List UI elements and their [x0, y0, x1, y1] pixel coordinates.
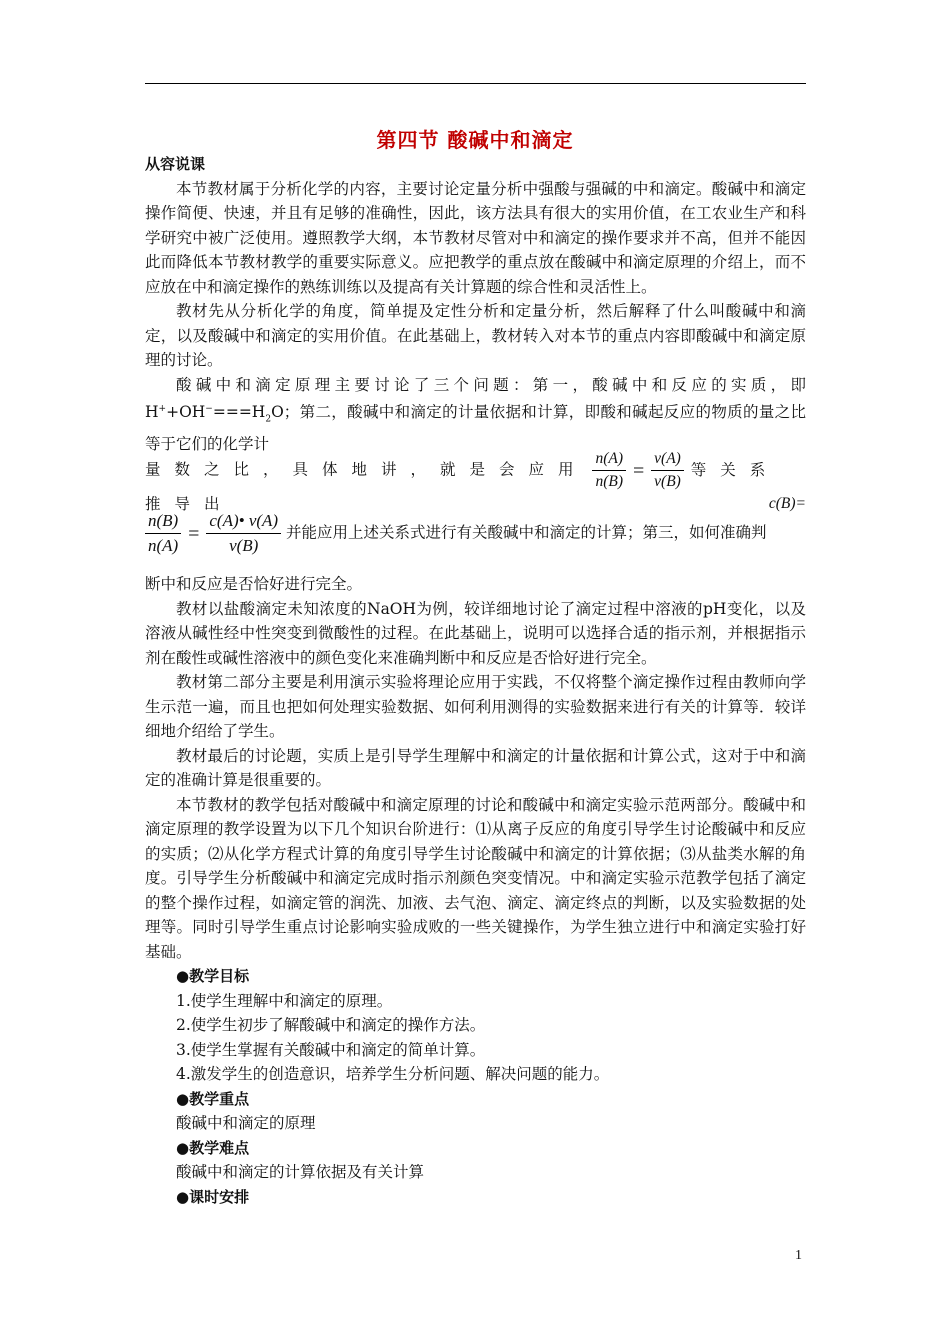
intro-section: [145, 152, 806, 456]
schedule-heading: ●课时安排: [176, 1187, 250, 1206]
paragraph-6: 教材最后的讨论题，实质上是引导学生理解中和滴定的计量依据和计算公式，这对于中和滴定的准确计算是很重要的。: [145, 746, 806, 789]
paragraph-3-line-1: 酸碱中和滴定原理主要讨论了三个问题：第一，酸碱中和反应的实质，即$H^++OH^-===H_2O$；第二，酸碱中和滴定的计量依据和计算，即酸和碱起反应的物质的量之比等于它们的化学计: [145, 375, 806, 453]
paragraph-2: 教材先从分析化学的角度，简单提及定性分析和定量分析，然后解释了什么叫酸碱中和滴定，以及酸碱中和滴定的实用价值。在此基础上，教材转入对本节的重点内容即酸碱中和滴定原理的讨论。: [145, 302, 806, 369]
paragraph-4: 教材以盐酸滴定未知浓度的NaOH为例，较详细地讨论了滴定过程中溶液的pH变化，以及溶液从碱性经中性突变到微酸性的过程。在此基础上，说明可以选择合适的指示剂，并根据指示剂在酸性或碱性溶液中的颜色变化来准确判断中和反应是否恰好进行完全。: [145, 599, 806, 667]
paragraph-3-end: 断中和反应是否恰好进行完全。: [145, 575, 363, 593]
difficulty-text: 酸碱中和滴定的计算依据及有关计算: [176, 1163, 425, 1181]
goal-item: 3.使学生掌握有关酸碱中和滴定的简单计算。: [176, 1040, 486, 1059]
formula-mid-text: 等关系推导出: [145, 460, 780, 513]
paragraph-1: 本节教材属于分析化学的内容，主要讨论定量分析中强酸与强碱的中和滴定。酸碱中和滴定操作简便、快速，并且有足够的准确性，因此，该方法具有很大的实用价值，在工农业生产和科学研究中被广泛使用。遵照教学大纲，本节教材尽管对中和滴定的操作要求并不高，但并不能因此而降低本节教材教学的重要实际意义。应把教学的重点放在酸碱中和滴定原理的介绍上，而不应放在中和滴定操作的熟练训练以及提高有关计算题的综合性和灵活性上。: [145, 179, 806, 296]
goals-heading: ●教学目标: [176, 967, 250, 985]
formula-line-2: [145, 509, 806, 558]
formula-line-1: [145, 448, 806, 515]
page-number: 1: [795, 1248, 802, 1263]
header-rule: [145, 83, 806, 84]
key-heading: ●教学重点: [176, 1089, 250, 1108]
fraction-cA-vA-vB: $\frac{c(A)• v(A)}{v(B)}$: [206, 509, 281, 558]
goal-item: 4.激发学生的创造意识，培养学生分析问题、解决问题的能力。: [176, 1065, 610, 1083]
formula-tail-text: 并能应用上述关系式进行有关酸碱中和滴定的计算；第三，如何准确判: [286, 523, 767, 542]
goal-item: 2.使学生初步了解酸碱中和滴定的操作方法。: [176, 1016, 486, 1034]
section-heading: 从容说课: [145, 155, 206, 173]
equals-sign-2: =: [188, 522, 200, 545]
fraction-nA-nB: $\frac{n(A)}{n(B)}$: [592, 448, 626, 493]
equals-sign: =: [632, 459, 645, 482]
difficulty-heading: ●教学难点: [176, 1138, 250, 1157]
body-section: [145, 572, 806, 1209]
formula-lead-text: 量数之比，具体地讲，就是会应用: [145, 460, 588, 479]
goal-item: 1.使学生理解中和滴定的原理。: [176, 991, 393, 1010]
paragraph-7: 本节教材的教学包括对酸碱中和滴定原理的讨论和酸碱中和滴定实验示范两部分。酸碱中和滴定原理的教学设置为以下几个知识台阶进行：⑴从离子反应的角度引导学生讨论酸碱中和反应的实质；⑵从化学方程式计算的角度引导学生讨论酸碱中和滴定的计算依据；⑶从盐类水解的角度。引导学生分析酸碱中和滴定完成时指示剂颜色突变情况。中和滴定实验示范教学包括了滴定的整个操作过程，如滴定管的润洗、加液、去气泡、滴定、滴定终点的判断，以及实验数据的处理等。同时引导学生重点讨论影响实验成败的一些关键操作，为学生独立进行中和滴定实验打好基础。: [145, 795, 806, 961]
formula-cB: c(B)=: [768, 495, 806, 512]
paragraph-5: 教材第二部分主要是利用演示实验将理论应用于实践，不仅将整个滴定操作过程由教师向学生示范一遍，而且也把如何处理实验数据、如何利用测得的实验数据来进行有关的计算等．较详细地介绍给了学生。: [145, 673, 806, 740]
fraction-vA-vB: $\frac{v(A)}{v(B)}$: [651, 448, 684, 493]
key-text: 酸碱中和滴定的原理: [176, 1114, 316, 1132]
page-title: 第四节 酸碱中和滴定: [376, 128, 574, 152]
fraction-nB-nA: $\frac{n(B)}{n(A)}$: [145, 509, 181, 558]
